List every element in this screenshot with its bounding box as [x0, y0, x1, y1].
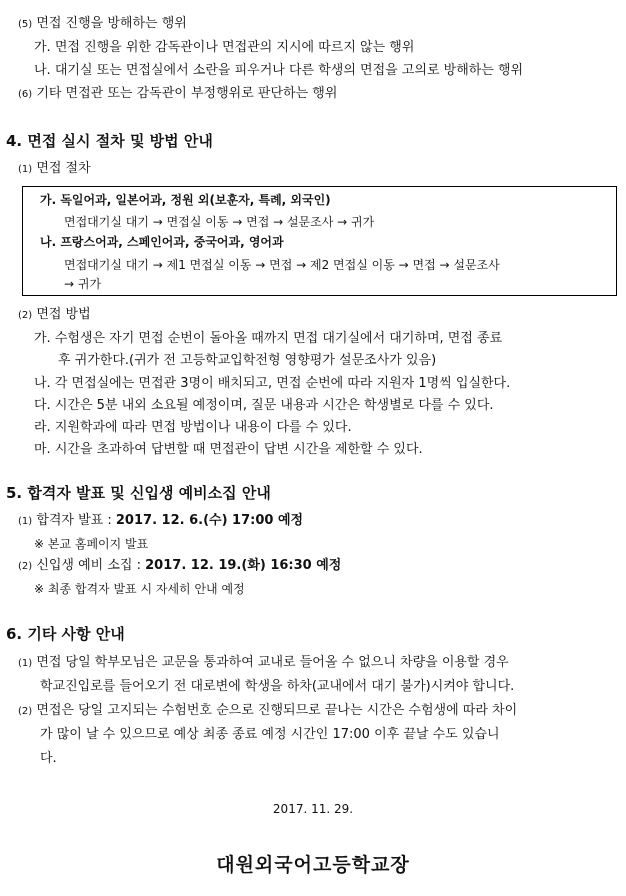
- document-date: 2017. 11. 29.: [272, 802, 354, 816]
- orientation-item: [18, 557, 341, 576]
- etc-item-2-text: 면접은 당일 고지되는 수험번호 순으로 진행되므로 끝나는 시간은 수험생에 따라 차이: [36, 703, 518, 718]
- method-ga-1: 가. 수험생은 자기 면접 순번이 돌아올 때까지 면접 대기실에서 대기하며, 면접 종료: [34, 331, 503, 346]
- box-na-flow-1: 면접대기실 대기 → 제1 면접실 이동 → 면접 → 제2 면접실 이동 → 면접 → 설문조사: [64, 258, 500, 272]
- box-ga-head: 가. 독일어과, 일본어과, 정원 외(보훈자, 특례, 외국인): [40, 193, 331, 207]
- item-5-marker: (5): [18, 19, 33, 30]
- section-4-title: 4. 면접 실시 절차 및 방법 안내: [6, 132, 213, 150]
- etc-item-2-marker: (2): [18, 706, 33, 717]
- etc-item-2-line1: [18, 702, 517, 721]
- sub1-title: 면접 절차: [36, 161, 91, 176]
- box-na-flow-2: → 귀가: [64, 277, 102, 291]
- section-4-sub2: [18, 306, 91, 325]
- etc-item-1-line1: [18, 654, 509, 673]
- item-5-text: 면접 진행을 방해하는 행위: [36, 16, 187, 31]
- etc-item-1-marker: (1): [18, 658, 33, 669]
- item-6-text: 기타 면접관 또는 감독관이 부정행위로 판단하는 행위: [36, 86, 338, 101]
- sub2-marker: (2): [18, 310, 33, 321]
- orientation-marker: (2): [18, 561, 33, 572]
- method-da: 다. 시간은 5분 내외 소요될 예정이며, 질문 내용과 시간은 학생별로 다를 수 있다.: [34, 398, 494, 413]
- etc-item-2-line2: 가 많이 날 수 있으므로 예상 최종 종료 예정 시간인 17:00 이후 끝날 수도 있습니: [40, 727, 500, 742]
- section-4-sub1: [18, 160, 91, 179]
- section-5-title: 5. 합격자 발표 및 신입생 예비소집 안내: [6, 484, 271, 502]
- method-ra: 라. 지원학과에 따라 면접 방법이나 내용이 다를 수 있다.: [34, 420, 352, 435]
- sub1-marker: (1): [18, 164, 33, 175]
- item-6: [18, 85, 337, 104]
- method-ma: 마. 시간을 초과하여 답변할 때 면접관이 답변 시간을 제한할 수 있다.: [34, 442, 423, 457]
- item-5-na: 나. 대기실 또는 면접실에서 소란을 피우거나 다른 학생의 면접을 고의로 방해하는 행위: [34, 63, 524, 78]
- etc-item-1-text: 면접 당일 학부모님은 교문을 통과하여 교내로 들어올 수 없으니 차량을 이용할 경우: [36, 655, 509, 670]
- orientation-value: 2017. 12. 19.(화) 16:30 예정: [145, 558, 342, 573]
- etc-item-2-line3: 다.: [40, 751, 57, 766]
- sub2-title: 면접 방법: [36, 307, 91, 322]
- orientation-label: 신입생 예비 소집 :: [36, 558, 146, 573]
- item-5: [18, 15, 187, 34]
- announce-note: ※ 본교 홈페이지 발표: [34, 537, 149, 551]
- method-ga-2: 후 귀가한다.(귀가 전 고등학교입학전형 영향평가 설문조사가 있음): [58, 353, 437, 368]
- announce-label: 합격자 발표 :: [36, 513, 116, 528]
- item-5-ga: 가. 면접 진행을 위한 감독관이나 면접관의 지시에 따르지 않는 행위: [34, 40, 415, 55]
- section-6-title: 6. 기타 사항 안내: [6, 625, 125, 643]
- etc-item-1-line2: 학교진입로를 들어오기 전 대로변에 학생을 하차(교내에서 대기 불가)시켜야 합니다.: [40, 679, 515, 694]
- announce-value: 2017. 12. 6.(수) 17:00 예정: [115, 513, 304, 528]
- announce-item: [18, 512, 303, 531]
- method-na: 나. 각 면접실에는 면접관 3명이 배치되고, 면접 순번에 따라 지원자 1명씩 입실한다.: [34, 376, 511, 391]
- orientation-note: ※ 최종 합격자 발표 시 자세히 안내 예정: [34, 582, 245, 596]
- announce-marker: (1): [18, 516, 33, 527]
- box-na-head: 나. 프랑스어과, 스페인어과, 중국어과, 영어과: [40, 235, 284, 249]
- signature: 대원외국어고등학교장: [216, 854, 410, 876]
- box-ga-flow: 면접대기실 대기 → 면접실 이동 → 면접 → 설문조사 → 귀가: [64, 215, 375, 229]
- item-6-marker: (6): [18, 89, 33, 100]
